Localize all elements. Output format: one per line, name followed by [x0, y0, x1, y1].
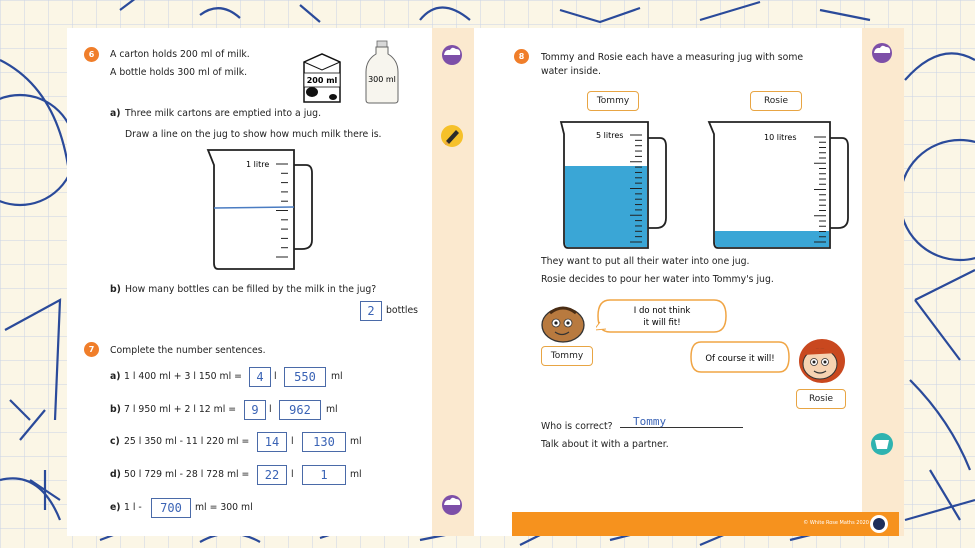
- q7a-unit: ml: [331, 371, 343, 382]
- drawn-milk-line[interactable]: [214, 207, 294, 208]
- right-page-sidebar: [862, 28, 904, 536]
- q7e-letter: e): [110, 502, 121, 513]
- rosie-name-label: Rosie: [796, 389, 846, 409]
- q6-line1: A carton holds 200 ml of milk.: [110, 49, 250, 60]
- rosie-label: Rosie: [750, 91, 802, 111]
- rosie-water: [715, 231, 829, 247]
- pencil-icon: [439, 124, 465, 148]
- cup-icon: [869, 432, 895, 456]
- q6a-text: Three milk cartons are emptied into a jug.: [125, 108, 322, 119]
- q8-answer[interactable]: Tommy: [633, 415, 667, 428]
- tommy-bubble-line1: I do not think: [633, 306, 691, 316]
- left-page-sidebar: [432, 28, 474, 536]
- q7c-sep: l: [291, 436, 294, 447]
- question-8-badge: 8: [514, 49, 529, 64]
- rosie-avatar: [792, 335, 848, 385]
- white-rose-maths-logo: [868, 514, 890, 534]
- q6b-unit: bottles: [386, 305, 419, 316]
- cloud-icon: [439, 494, 465, 516]
- q8-line4: Rosie decides to pour her water into Tommy's jug.: [541, 274, 774, 285]
- footer-copyright: © White Rose Maths 2020: [803, 520, 869, 526]
- rosie-bubble-text: Of course it will!: [705, 354, 775, 364]
- rosie-jug-label: 10 litres: [764, 133, 797, 142]
- q7c-unit: ml: [350, 436, 362, 447]
- q6b-letter: b): [110, 284, 121, 295]
- tommy-jug-label: 5 litres: [596, 131, 624, 140]
- q7a-text: 1 l 400 ml + 3 l 150 ml =: [124, 371, 242, 382]
- q7c-text: 25 l 350 ml - 11 l 220 ml =: [124, 436, 250, 447]
- q7e-pre: 1 l -: [124, 502, 142, 513]
- q7b-sep: l: [269, 404, 272, 415]
- q7d-sep: l: [291, 469, 294, 480]
- q7a-litres-box[interactable]: 4: [249, 367, 271, 387]
- q7b-ml-box[interactable]: 962: [279, 400, 321, 420]
- tommy-jug: [558, 118, 670, 252]
- q7c-litres-box[interactable]: 14: [257, 432, 287, 452]
- tommy-avatar: [538, 301, 588, 345]
- milk-carton-icon: [300, 52, 344, 104]
- q7d-unit: ml: [350, 469, 362, 480]
- q6b-answer-box[interactable]: 2: [360, 301, 382, 321]
- tommy-label: Tommy: [587, 91, 639, 111]
- question-6-badge: 6: [84, 47, 99, 62]
- jug-1-litre-label: 1 litre: [246, 160, 270, 169]
- q7d-litres-box[interactable]: 22: [257, 465, 287, 485]
- cloud-icon: [439, 44, 465, 66]
- q7d-letter: d): [110, 469, 121, 480]
- q7a-letter: a): [110, 371, 121, 382]
- q8-question: Who is correct?: [541, 421, 613, 432]
- q8-line1: Tommy and Rosie each have a measuring jug with some: [541, 52, 804, 63]
- q7d-text: 50 l 729 ml - 28 l 728 ml =: [124, 469, 250, 480]
- q7b-litres-box[interactable]: 9: [244, 400, 266, 420]
- q7e-post: ml = 300 ml: [195, 502, 253, 513]
- bottle-label: 300 ml: [368, 75, 396, 84]
- q6b-text: How many bottles can be filled by the milk in the jug?: [125, 284, 377, 295]
- q7a-ml-box[interactable]: 550: [284, 367, 326, 387]
- q8-line2: water inside.: [541, 66, 601, 77]
- question-7-badge: 7: [84, 342, 99, 357]
- q7e-answer-box[interactable]: 700: [151, 498, 191, 518]
- q7b-letter: b): [110, 404, 121, 415]
- q8-line3: They want to put all their water into one jug.: [541, 256, 750, 267]
- milk-bottle-icon: [362, 40, 402, 104]
- q7b-text: 7 l 950 ml + 2 l 12 ml =: [124, 404, 237, 415]
- rosie-speech-bubble: [689, 340, 793, 374]
- tommy-bubble-line2: it will fit!: [643, 318, 681, 328]
- cloud-icon: [869, 42, 895, 64]
- q6a-instruction: Draw a line on the jug to show how much milk there is.: [125, 129, 382, 140]
- q6-line2: A bottle holds 300 ml of milk.: [110, 67, 248, 78]
- q7-intro: Complete the number sentences.: [110, 345, 266, 356]
- q6a-letter: a): [110, 108, 121, 119]
- tommy-water: [565, 166, 647, 247]
- page-footer: [512, 512, 899, 536]
- q7c-ml-box[interactable]: 130: [302, 432, 346, 452]
- carton-label: 200 ml: [306, 76, 338, 85]
- q7b-unit: ml: [326, 404, 338, 415]
- tommy-speech-bubble: [596, 296, 728, 338]
- q7c-letter: c): [110, 436, 120, 447]
- q7d-ml-box[interactable]: 1: [302, 465, 346, 485]
- left-page: [67, 28, 474, 536]
- q7a-sep: l: [274, 371, 277, 382]
- tommy-name-label: Tommy: [541, 346, 593, 366]
- q8-talk: Talk about it with a partner.: [541, 439, 669, 450]
- milk-jug: [202, 145, 322, 275]
- rosie-jug: [706, 118, 852, 252]
